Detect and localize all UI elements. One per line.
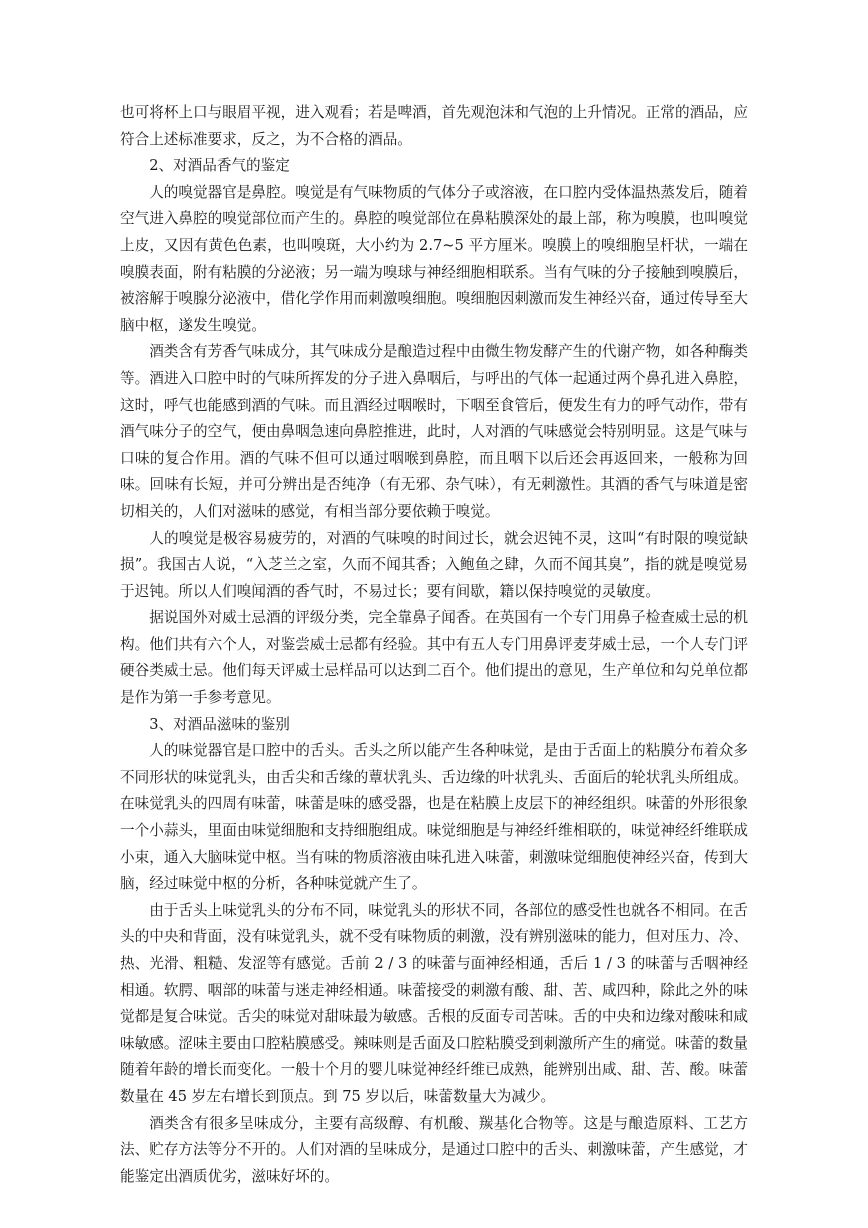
paragraph-taste-organ: 人的味觉器官是口腔中的舌头。舌头之所以能产生各种味觉，是由于舌面上的粘膜分布着众多不同形状的味觉乳头，由舌尖和舌缘的蕈状乳头、舌边缘的叶状乳头、舌面后的轮状乳头所组成。在味觉乳头的四周有味蕾，味蕾是味的感受器，也是在粘膜上皮层下的神经组织。味蕾的外形很象一个小蒜头，里面由味觉细胞和支持细胞组成。味觉细胞是与神经纤维相联的，味觉神经纤维联成小束，通入大脑味觉中枢。当有味的物质溶液由味孔进入味蕾，刺激味觉细胞使神经兴奋，传到大脑，经过味觉中枢的分析，各种味觉就产生了。 — [120, 742, 748, 893]
paragraph-smell-organ: 人的嗅觉器官是鼻腔。嗅觉是有气味物质的气体分子或溶液，在口腔内受体温热蒸发后，随着空气进入鼻腔的嗅觉部位而产生的。鼻腔的嗅觉部位在鼻粘膜深处的最上部，称为嗅膜，也叫嗅觉上皮，又因有黄色色素，也叫嗅斑，大小约为 2.7~5 平方厘米。嗅膜上的嗅细胞呈杆状，一端在嗅膜表面，附有粘膜的分泌液；另一端为嗅球与神经细胞相联系。当有气味的分子接触到嗅膜后，被溶解于嗅腺分泌液中，借化学作用而刺激嗅细胞。嗅细胞因刺激而发生神经兴奋，通过传导至大脑中枢，遂发生嗅觉。 — [120, 183, 748, 334]
paragraph-whisky-grading: 据说国外对威士忌酒的评级分类，完全靠鼻子闻香。在英国有一个专门用鼻子检查威士忌的机构。他们共有六个人，对鉴尝威士忌都有经验。其中有五人专门用鼻评麦芽威士忌，一个人专门评硬谷类威士忌。他们每天评威士忌样品可以达到二百个。他们提出的意见，生产单位和勾兑单位都是作为第一手参考意见。 — [120, 609, 748, 707]
paragraph-wine-aroma: 酒类含有芳香气味成分，其气味成分是酿造过程中由微生物发酵产生的代谢产物，如各种酶类等。酒进入口腔中时的气味所挥发的分子进入鼻咽后，与呼出的气体一起通过两个鼻孔进入鼻腔，这时，呼气也能感到酒的气味。而且酒经过咽喉时，下咽至食管后，便发生有力的呼气动作，带有酒气味分子的空气，便由鼻咽急速向鼻腔推进，此时，人对酒的气味感觉会特别明显。这是气味与口味的复合作用。酒的气味不但可以通过咽喉到鼻腔，而且咽下以后还会再返回来，一般称为回味。回味有长短，并可分辨出是否纯净（有无邪、杂气味），有无刺激性。其酒的香气与味道是密切相关的，人们对滋味的感觉，有相当部分要依赖于嗅觉。 — [120, 343, 748, 520]
document-page — [120, 100, 748, 1190]
paragraph-taste-distribution: 由于舌头上味觉乳头的分布不同，味觉乳头的形状不同，各部位的感受性也就各不相同。在舌头的中央和背面，没有味觉乳头，就不受有味物质的刺激，没有辨别滋味的能力，但对压力、冷、热、光滑、粗糙、发涩等有感觉。舌前 2 / 3 的味蕾与面神经相通，舌后 1 / 3 的味蕾与舌咽神经相通。软腭、咽部的味蕾与迷走神经相通。味蕾接受的刺激有酸、甜、苦、咸四种，除此之外的味觉都是复合味觉。舌尖的味觉对甜味最为敏感。舌根的反面专司苦味。舌的中央和边缘对酸味和咸味敏感。涩味主要由口腔粘膜感受。辣味则是舌面及口腔粘膜受到刺激所产生的痛觉。味蕾的数量随着年龄的增长而变化。一般十个月的婴儿味觉神经纤维已成熟，能辨别出咸、甜、苦、酸。味蕾数量在 45 岁左右增长到顶点。到 75 岁以后，味蕾数量大为减少。 — [120, 901, 748, 1105]
section-heading-aroma: 2、对酒品香气的鉴定 — [149, 157, 290, 175]
paragraph-intro: 也可将杯上口与眼眉平视，进入观看；若是啤酒，首先观泡沫和气泡的上升情况。正常的酒品，应符合上述标准要求，反之，为不合格的酒品。 — [120, 104, 748, 148]
paragraph-wine-taste: 酒类含有很多呈味成分，主要有高级醇、有机酸、羰基化合物等。这是与酿造原料、工艺方法、贮存方法等分不开的。人们对酒的呈味成分，是通过口腔中的舌头、刺激味蕾，产生感觉，才能鉴定出酒质优劣，滋味好坏的。 — [120, 1114, 748, 1185]
section-heading-taste: 3、对酒品滋味的鉴别 — [149, 715, 290, 733]
paragraph-smell-fatigue: 人的嗅觉是极容易疲劳的，对酒的气味嗅的时间过长，就会迟钝不灵，这叫“有时限的嗅觉缺损”。我国古人说，“入芝兰之室，久而不闻其香；入鲍鱼之肆，久而不闻其臭”，指的就是嗅觉易于迟钝。所以人们嗅闻酒的香气时，不易过长；要有间歇，籍以保持嗅觉的灵敏度。 — [120, 529, 748, 600]
